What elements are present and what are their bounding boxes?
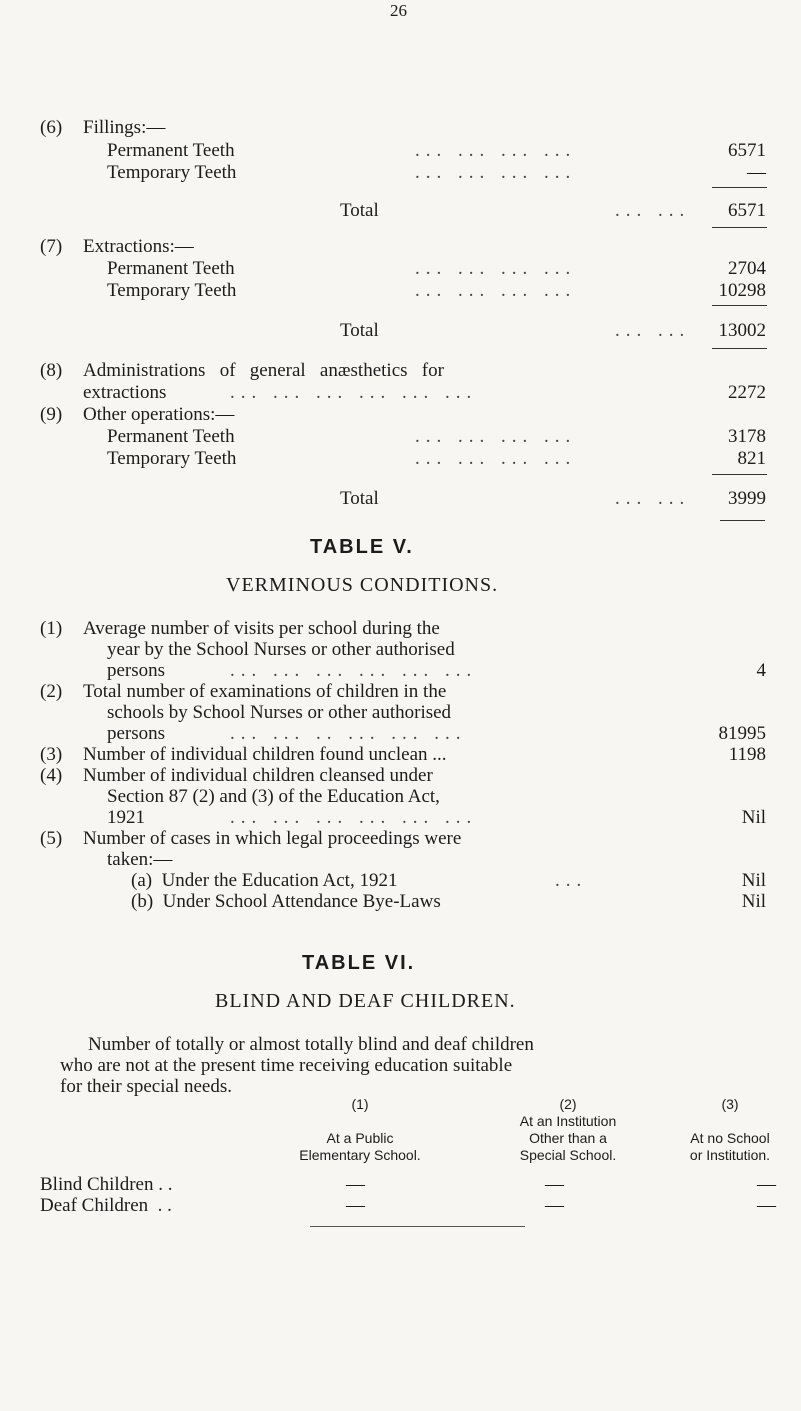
intro-line: for their special needs. (60, 1076, 232, 1097)
sub-item-value: Nil (741, 891, 766, 912)
item-text-line: Section 87 (2) and (3) of the Education Act, (107, 786, 440, 807)
table-subtitle: BLIND AND DEAF CHILDREN. (215, 990, 516, 1012)
page-number: 26 (390, 1, 407, 20)
leader-dots: ... (555, 870, 588, 891)
column-number: (1) (351, 1096, 369, 1112)
item-label: (2) (40, 681, 63, 702)
total-value: 6571 (728, 200, 766, 221)
total-label: Total (340, 488, 379, 509)
closing-rule (310, 1226, 525, 1227)
item-text-line: taken:— (107, 849, 173, 870)
item-label: (5) (40, 828, 63, 849)
divider-rule (712, 187, 767, 188)
row-value: — (346, 1174, 365, 1195)
leader-dots: ... ... ... ... (415, 140, 577, 161)
item-value: Nil (741, 807, 766, 828)
row-value: — (757, 1195, 776, 1216)
temporary-teeth-label: Temporary Teeth (107, 162, 237, 183)
divider-rule (712, 305, 767, 306)
section-title: Extractions:— (83, 236, 194, 257)
item-label: (1) (40, 618, 63, 639)
leader-dots: ... ... .. ... ... ... (230, 723, 467, 744)
leader-dots: ... ... ... ... (415, 258, 577, 279)
row-label: Deaf Children . . (40, 1195, 172, 1216)
leader-dots: ... ... ... ... (415, 426, 577, 447)
column-number: (3) (721, 1096, 739, 1112)
row-value: — (346, 1195, 365, 1216)
temporary-teeth-value: 10298 (718, 280, 766, 301)
divider-rule (712, 348, 767, 349)
leader-dots: ... ... ... ... ... ... (230, 807, 478, 828)
column-header-line: Elementary School. (299, 1147, 421, 1163)
column-header-line: At a Public (326, 1130, 394, 1146)
leader-dots: ... ... (615, 320, 691, 341)
temporary-teeth-label: Temporary Teeth (107, 448, 237, 469)
item-text-line: Number of cases in which legal proceedings were (83, 828, 462, 849)
leader-dots: ... ... ... ... (415, 162, 577, 183)
permanent-teeth-label: Permanent Teeth (107, 426, 235, 447)
total-value: 13002 (718, 320, 766, 341)
item-text-line: year by the School Nurses or other authorised (107, 639, 455, 660)
item-label: (3) (40, 744, 63, 765)
column-header-line: Special School. (519, 1147, 617, 1163)
table-title: TABLE V. (310, 536, 414, 558)
item-text-line: Number of individual children cleansed under (83, 765, 433, 786)
column-header-line: or Institution. (689, 1147, 771, 1163)
row-value: — (545, 1174, 564, 1195)
leader-dots: ... ... ... ... (415, 280, 577, 301)
leader-dots: ... ... ... ... ... ... (230, 382, 478, 403)
intro-line: Number of totally or almost totally blind and deaf children (88, 1034, 534, 1055)
sub-item-text: (b) Under School Attendance Bye-Laws (131, 891, 441, 912)
item-text-line: Average number of visits per school during the (83, 618, 440, 639)
permanent-teeth-value: 6571 (728, 140, 766, 161)
item-label: (6) (40, 117, 63, 138)
divider-rule (720, 520, 765, 521)
intro-line: who are not at the present time receiving education suitable (60, 1055, 513, 1076)
total-value: 3999 (728, 488, 766, 509)
item-label: (8) (40, 360, 63, 381)
temporary-teeth-value: 821 (737, 448, 766, 469)
item-text-line: persons (107, 723, 166, 744)
item-text-line: schools by School Nurses or other authorised (107, 702, 452, 723)
permanent-teeth-value: 3178 (728, 426, 766, 447)
total-label: Total (340, 200, 379, 221)
temporary-teeth-value: — (747, 162, 766, 183)
row-label: Blind Children . . (40, 1174, 173, 1195)
section-title: Fillings:— (83, 117, 166, 138)
divider-rule (712, 227, 767, 228)
item-label: (9) (40, 404, 63, 425)
temporary-teeth-label: Temporary Teeth (107, 280, 237, 301)
anaesthetics-line-1: Administrations of general anæsthetics for (83, 360, 444, 381)
permanent-teeth-label: Permanent Teeth (107, 258, 235, 279)
table-subtitle: VERMINOUS CONDITIONS. (226, 574, 499, 596)
item-label: (7) (40, 236, 63, 257)
table-title: TABLE VI. (302, 952, 416, 974)
leader-dots: ... ... ... ... (415, 448, 577, 469)
row-value: — (757, 1174, 776, 1195)
item-value: 1198 (728, 744, 766, 765)
divider-rule (712, 474, 767, 475)
item-value: 4 (756, 660, 766, 681)
leader-dots: ... ... ... ... ... ... (230, 660, 478, 681)
item-text-line: Total number of examinations of children in the (83, 681, 447, 702)
item-text-line: 1921 (107, 807, 145, 828)
column-header-line: At no School (690, 1130, 770, 1146)
permanent-teeth-label: Permanent Teeth (107, 140, 235, 161)
column-header-line: Other than a (529, 1130, 607, 1146)
anaesthetics-value: 2272 (728, 382, 766, 403)
section-title: Other operations:— (83, 404, 235, 425)
permanent-teeth-value: 2704 (728, 258, 766, 279)
sub-item-value: Nil (741, 870, 766, 891)
row-value: — (545, 1195, 564, 1216)
item-text-line: persons (107, 660, 166, 681)
item-label: (4) (40, 765, 63, 786)
column-number: (2) (559, 1096, 577, 1112)
anaesthetics-line-2: extractions (83, 382, 167, 403)
item-value: 81995 (718, 723, 766, 744)
leader-dots: ... ... (615, 200, 691, 221)
item-text-line: Number of individual children found unclean ... (83, 744, 447, 765)
column-header-line: At an Institution (519, 1113, 617, 1129)
leader-dots: ... ... (615, 488, 691, 509)
sub-item-text: (a) Under the Education Act, 1921 (131, 870, 398, 891)
total-label: Total (340, 320, 379, 341)
